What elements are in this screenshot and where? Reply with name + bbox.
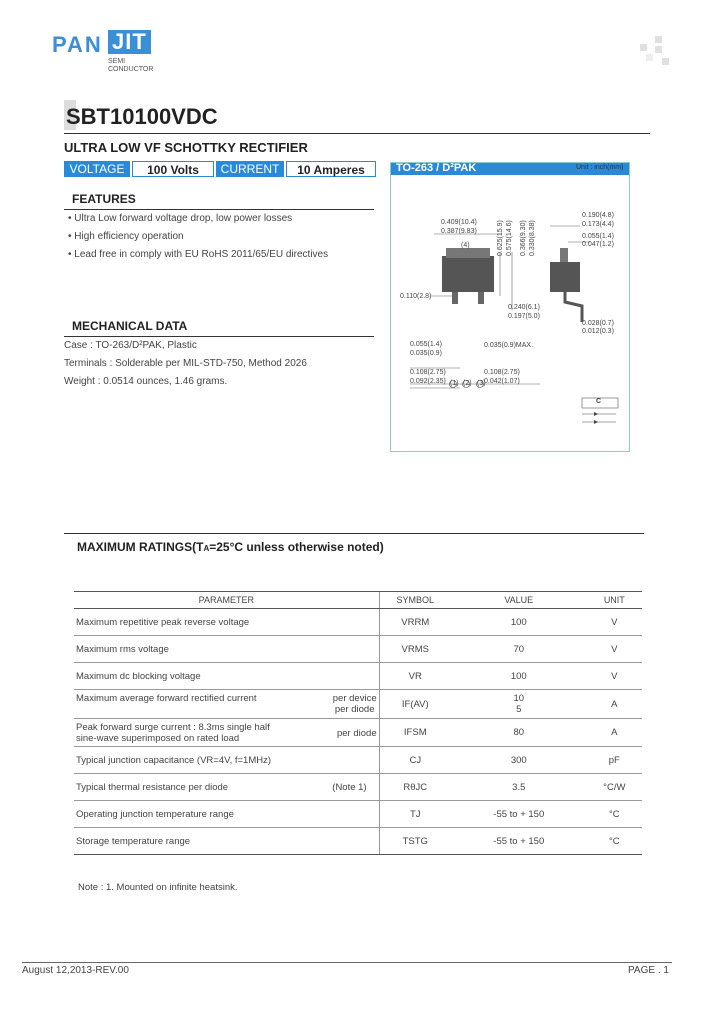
table-row xyxy=(74,609,642,636)
mechanical-heading: MECHANICAL DATA xyxy=(72,319,188,333)
param-cell: Typical junction capacitance (VR=4V, f=1MHz) xyxy=(74,747,379,774)
package-lead xyxy=(452,292,458,304)
unit-cell: A xyxy=(587,719,642,747)
brand-logo-jit: JIT xyxy=(108,30,151,54)
table-row xyxy=(74,719,642,747)
dim-label: 0.012(0.3) xyxy=(582,328,614,335)
table-header-row xyxy=(74,592,642,609)
features-divider xyxy=(64,209,374,210)
table-row xyxy=(74,828,642,855)
current-label: CURRENT xyxy=(216,161,284,177)
logo-sub-line2: CONDUCTOR xyxy=(108,66,154,73)
dim-label: 0.173(4.4) xyxy=(582,221,614,228)
dim-label: 0.092(2.35) xyxy=(410,378,446,385)
dim-label: 0.330(8.38) xyxy=(529,220,536,256)
dim-label: 0.028(0.7) xyxy=(582,320,614,327)
table-row xyxy=(74,774,642,801)
footer-divider xyxy=(22,962,672,963)
voltage-label: VOLTAGE xyxy=(64,161,130,177)
condition-text: (Note 1) xyxy=(332,781,367,793)
value-cell: -55 to + 150 xyxy=(451,801,587,828)
dim-label: 0.042(1.07) xyxy=(484,378,520,385)
pin-label: (3) xyxy=(477,380,486,387)
package-body-top xyxy=(442,256,494,292)
symbol-cell: VRMS xyxy=(379,636,451,663)
package-title: TO-263 / D²PAK xyxy=(396,162,477,174)
ratings-table xyxy=(74,591,642,855)
package-tab xyxy=(446,248,490,258)
param-cell: Operating junction temperature range xyxy=(74,801,379,828)
product-title: ULTRA LOW VF SCHOTTKY RECTIFIER xyxy=(64,140,308,155)
param-cell: Storage temperature range xyxy=(74,828,379,855)
mechanical-line: Case : TO-263/D²PAK, Plastic xyxy=(64,340,197,351)
symbol-cell: RθJC xyxy=(379,774,451,801)
voltage-value: 100 Volts xyxy=(132,161,214,177)
table-row xyxy=(74,663,642,690)
header-symbol: SYMBOL xyxy=(379,592,451,609)
dim-label: 0.190(4.8) xyxy=(582,212,614,219)
unit-cell: V xyxy=(587,663,642,690)
value-cell: 80 xyxy=(451,719,587,747)
schematic-label: C xyxy=(596,398,602,405)
pin-label: (1) xyxy=(450,380,459,387)
condition-text: per diode xyxy=(336,727,377,739)
value-cell: 3.5 xyxy=(451,774,587,801)
package-body-side xyxy=(550,262,580,292)
unit-cell: °C xyxy=(587,801,642,828)
ratings-title: MAXIMUM RATINGS(TA=25°C unless otherwise noted) xyxy=(77,540,384,554)
table-row xyxy=(74,747,642,774)
logo-sub-line1: SEMI xyxy=(108,58,126,65)
dim-label: 0.366(9.30) xyxy=(520,220,527,256)
feature-item: • Ultra Low forward voltage drop, low power losses xyxy=(68,213,293,224)
dim-label: 0.110(2.8) xyxy=(400,293,432,300)
dim-label: 0.387(9.83) xyxy=(441,228,477,235)
header-value: VALUE xyxy=(451,592,587,609)
dim-label: 0.035(0.9)MAX. xyxy=(484,342,534,349)
part-number: SBT10100VDC xyxy=(66,104,218,129)
footer-page-number: PAGE . 1 xyxy=(628,965,669,976)
dim-label: 0.108(2.75) xyxy=(484,369,520,376)
param-text: sine-wave superimposed on rated load xyxy=(76,732,240,744)
mechanical-line: Weight : 0.0514 ounces, 1.46 grams. xyxy=(64,376,228,387)
symbol-cell: VR xyxy=(379,663,451,690)
unit-cell: °C/W xyxy=(587,774,642,801)
value-cell: 10 5 xyxy=(451,690,587,719)
param-text: Maximum average forward rectified current xyxy=(76,693,257,704)
value-cell: 100 xyxy=(451,609,587,636)
dim-label: 0.197(5.0) xyxy=(508,313,540,320)
footnote: Note : 1. Mounted on infinite heatsink. xyxy=(78,882,238,893)
features-heading: FEATURES xyxy=(72,192,136,206)
value-cell: 100 xyxy=(451,663,587,690)
pin-label: (4) xyxy=(461,242,470,249)
dim-label: 0.055(1.4) xyxy=(582,233,614,240)
mechanical-line: Terminals : Solderable per MIL-STD-750, Method 2026 xyxy=(64,358,307,369)
dim-label: 0.047(1.2) xyxy=(582,241,614,248)
unit-cell: V xyxy=(587,636,642,663)
symbol-cell: TJ xyxy=(379,801,451,828)
dim-label: 0.055(1.4) xyxy=(410,341,442,348)
value-cell: -55 to + 150 xyxy=(451,828,587,855)
param-cell: Maximum rms voltage xyxy=(74,636,379,663)
dim-label: 0.035(0.9) xyxy=(410,350,442,357)
symbol-cell: CJ xyxy=(379,747,451,774)
symbol-cell: TSTG xyxy=(379,828,451,855)
header-parameter: PARAMETER xyxy=(74,592,379,609)
param-cell: Maximum repetitive peak reverse voltage xyxy=(74,609,379,636)
dim-label: 0.108(2.75) xyxy=(410,369,446,376)
symbol-cell: IF(AV) xyxy=(379,690,451,719)
symbol-cell: VRRM xyxy=(379,609,451,636)
current-value: 10 Amperes xyxy=(286,161,376,177)
value-cell: 70 xyxy=(451,636,587,663)
header-unit: UNIT xyxy=(587,592,642,609)
feature-item: • High efficiency operation xyxy=(68,231,184,242)
package-lead xyxy=(478,292,484,304)
param-text: Typical thermal resistance per diode xyxy=(76,781,229,793)
unit-cell: °C xyxy=(587,828,642,855)
param-cell xyxy=(74,719,379,747)
table-row xyxy=(74,690,642,719)
param-cell: Maximum dc blocking voltage xyxy=(74,663,379,690)
symbol-cell: IFSM xyxy=(379,719,451,747)
brand-logo-subtitle xyxy=(108,58,153,74)
dim-label: 0.575(14.6) xyxy=(506,220,513,256)
unit-cell: A xyxy=(587,690,642,719)
table-row xyxy=(74,801,642,828)
footer-date-revision: August 12,2013-REV.00 xyxy=(22,965,129,976)
package-unit: Unit : inch(mm) xyxy=(576,164,624,171)
unit-cell: pF xyxy=(587,747,642,774)
brand-logo-pan: PAN xyxy=(52,32,103,57)
param-cell xyxy=(74,774,379,801)
dim-label: 0.240(6.1) xyxy=(508,304,540,311)
table-row xyxy=(74,636,642,663)
dim-label: 0.625(15.9) xyxy=(497,220,504,256)
dim-label: 0.409(10.4) xyxy=(441,219,477,226)
unit-cell: V xyxy=(587,609,642,636)
param-cell xyxy=(74,690,379,719)
divider xyxy=(64,133,650,134)
mechanical-divider xyxy=(64,336,374,337)
condition-text: per device per diode xyxy=(332,693,377,715)
ratings-divider xyxy=(64,533,644,534)
pin-label: (2) xyxy=(463,380,472,387)
feature-item: • Lead free in comply with EU RoHS 2011/65/EU directives xyxy=(68,249,329,260)
param-text: Peak forward surge current : 8.3ms single half xyxy=(76,721,270,733)
value-cell: 300 xyxy=(451,747,587,774)
